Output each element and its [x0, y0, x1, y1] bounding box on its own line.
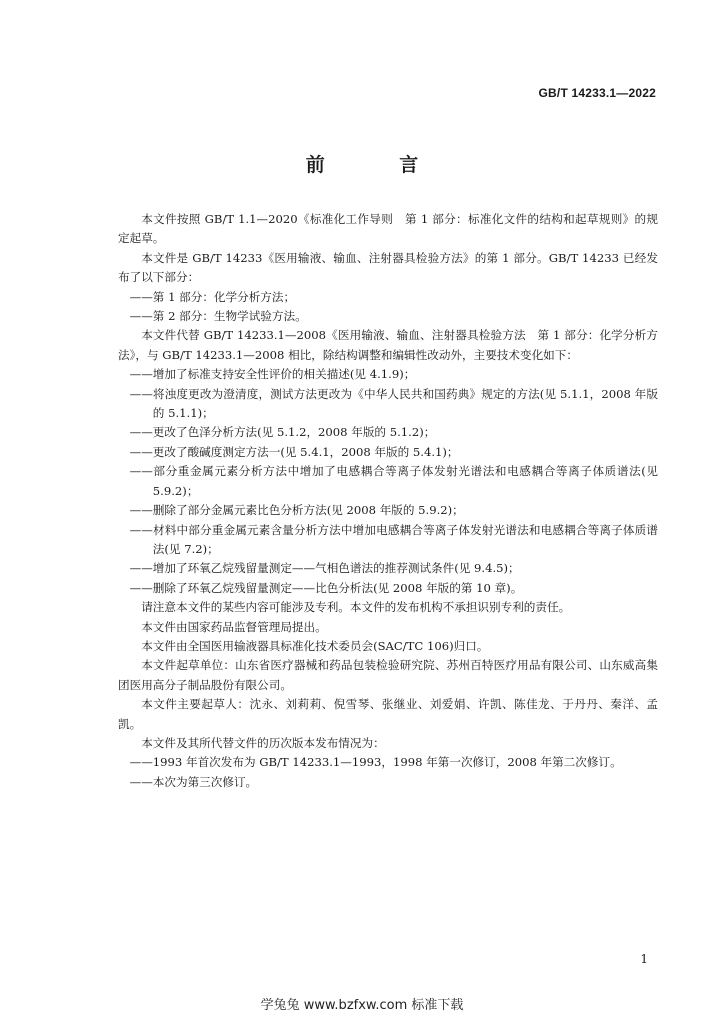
list-item: ——部分重金属元素分析方法中增加了电感耦合等离子体发射光谱法和电感耦合等离子体质谱法(见 5.9.2)；: [129, 464, 658, 498]
paragraph: 本文件起草单位：山东省医疗器械和药品包装检验研究院、苏州百特医疗用品有限公司、山东威高集团医用高分子制品股份有限公司。: [118, 658, 658, 692]
paragraph: 本文件代替 GB/T 14233.1—2008《医用输液、输血、注射器具检验方法 第 1 部分：化学分析方法》，与 GB/T 14233.1—2008 相比，除结构调整和编辑性改动外，主要技术变化如下：: [118, 328, 658, 362]
list-item: ——增加了环氧乙烷残留量测定——气相色谱法的推荐测试条件(见 9.4.5)；: [129, 561, 520, 576]
paragraph: 本文件按照 GB/T 1.1—2020《标准化工作导则 第 1 部分：标准化文件的结构和起草规则》的规定起草。: [118, 212, 658, 246]
paragraph: 本文件由全国医用输液器具标准化技术委员会(SAC/TC 106)归口。: [141, 638, 489, 653]
list-item: ——删除了环氧乙烷残留量测定——比色分析法(见 2008 年版的第 10 章)。: [129, 580, 523, 595]
list-item: ——本次为第三次修订。: [129, 774, 258, 789]
list-item: ——更改了色泽分析方法(见 5.1.2，2008 年版的 5.1.2)；: [129, 425, 436, 440]
paragraph: 本文件及其所代替文件的历次版本发布情况为：: [141, 735, 385, 750]
list-item: ——增加了标准支持安全性评价的相关描述(见 4.1.9)；: [129, 367, 416, 382]
paragraph: 本文件是 GB/T 14233《医用输液、输血、注射器具检验方法》的第 1 部分。GB/T 14233 已经发布了以下部分：: [118, 250, 658, 285]
list-item: ——材料中部分重金属元素含量分析方法中增加电感耦合等离子体发射光谱法和电感耦合等离子体质谱法(见 7.2)；: [129, 522, 658, 556]
page-number: 1: [640, 952, 648, 966]
standard-code: GB/T 14233.1—2022: [538, 86, 656, 100]
list-item: ——第 1 部分：化学分析方法；: [129, 289, 296, 304]
list-item: ——删除了部分金属元素比色分析方法(见 2008 年版的 5.9.2)；: [129, 503, 464, 518]
list-item: ——1993 年首次发布为 GB/T 14233.1—1993，1998 年第一次修订，2008 年第二次修订。: [129, 755, 622, 770]
list-item: ——更改了酸碱度测定方法一(见 5.4.1，2008 年版的 5.4.1)；: [129, 444, 459, 459]
list-item: ——将浊度更改为澄清度，测试方法更改为《中华人民共和国药典》规定的方法(见 5.1.1，2008 年版的 5.1.1)；: [129, 386, 658, 421]
paragraph: 请注意本文件的某些内容可能涉及专利。本文件的发布机构不承担识别专利的责任。: [141, 600, 571, 615]
paragraph: 本文件由国家药品监督管理局提出。: [141, 619, 327, 634]
foreword-body: [118, 210, 658, 792]
paragraph: 本文件主要起草人：沈永、刘莉莉、倪雪琴、张继业、刘爱娟、许凯、陈佳龙、于丹丹、秦洋、孟凯。: [118, 697, 658, 731]
page-title: 前 言: [305, 154, 453, 176]
list-item: ——第 2 部分：生物学试验方法。: [129, 309, 307, 324]
watermark-text: 学兔兔 www.bzfxw.com 标准下载: [260, 998, 464, 1013]
